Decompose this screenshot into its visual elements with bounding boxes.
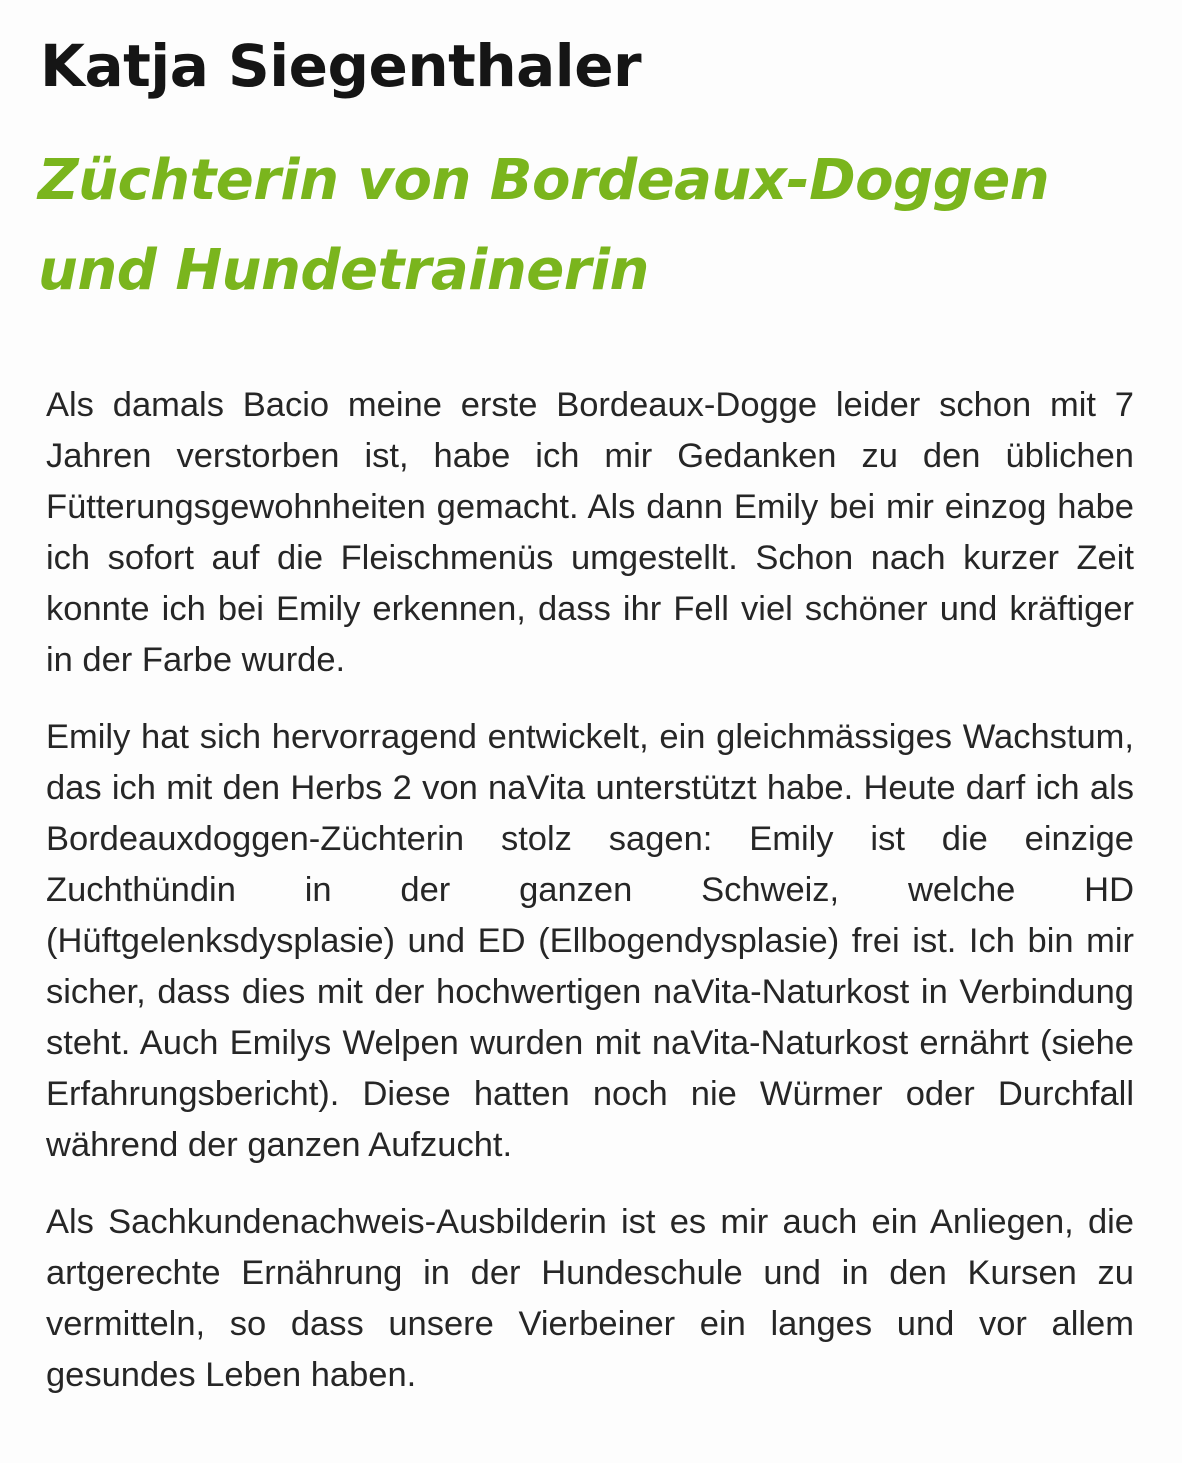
paragraph: Emily hat sich hervorragend entwickelt, ein gleichmässiges Wachstum, das ich mit den Herbs 2 von naVita unterstützt habe. Heute darf ich als Bordeauxdoggen-Züchterin stolz sagen: Emily ist die einzige Zuchthündin in der ganzen Schweiz, welche HD (Hüftgelenksdysplasie) und ED (Ellbogendysplasie) frei ist. Ich bin mir sicher, dass dies mit der hochwertigen naVita-Naturkost in Verbindung steht. Auch Emilys Welpen wurden mit naVita-Naturkost ernährt (siehe Erfahrungsbericht). Diese hatten noch nie Würmer oder Durchfall während der ganzen Aufzucht. xyxy=(46,718,1134,1164)
subtitle-line: und Hundetrainerin xyxy=(38,238,649,303)
paragraph: Als damals Bacio meine erste Bordeaux-Dogge leider schon mit 7 Jahren verstorben ist, habe ich mir Gedanken zu den üblichen Fütterungsgewohnheiten gemacht. Als dann Emily bei mir einzog habe ich sofort auf die Fleischmenüs umgestellt. Schon nach kurzer Zeit konnte ich bei Emily erkennen, dass ihr Fell viel schöner und kräftiger in der Farbe wurde. xyxy=(46,386,1134,679)
person-name: Katja Siegenthaler xyxy=(40,32,642,100)
paragraph: Als Sachkundenachweis-Ausbilderin ist es mir auch ein Anliegen, die artgerechte Ernährung in der Hundeschule und in den Kursen zu vermitteln, so dass unsere Vierbeiner ein langes und vor allem gesundes Leben haben. xyxy=(46,1203,1134,1394)
article-subtitle xyxy=(38,136,1148,316)
article-body xyxy=(46,380,1134,1427)
subtitle-line: Züchterin von Bordeaux-Doggen xyxy=(38,148,1050,213)
